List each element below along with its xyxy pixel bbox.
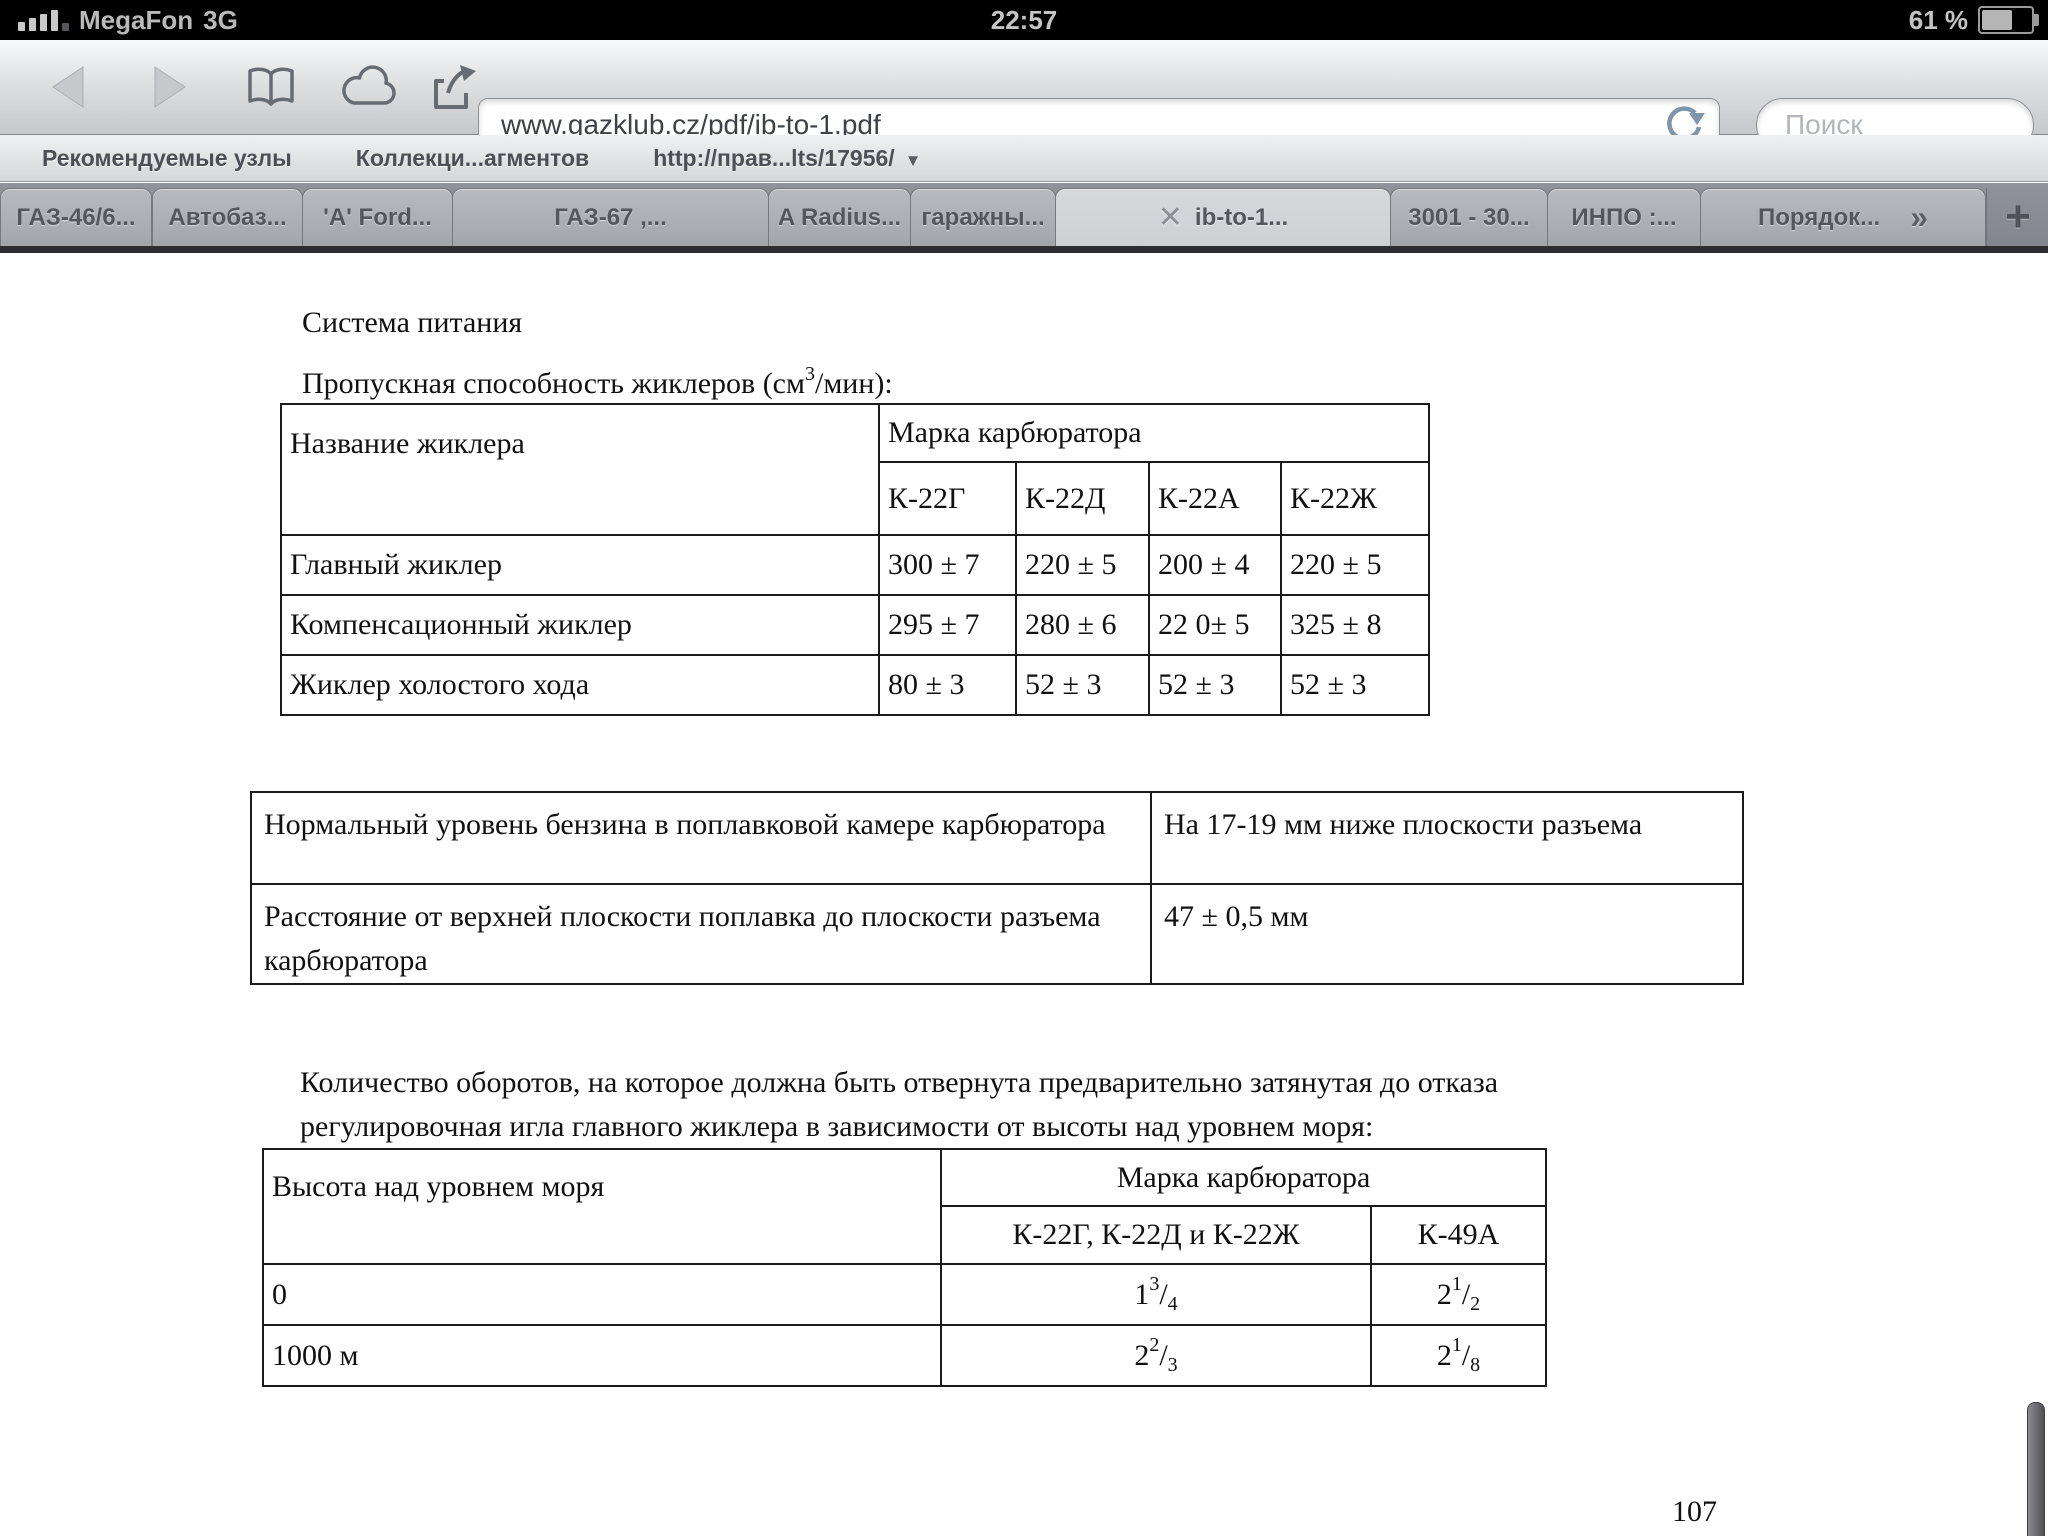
section-heading: Система питания [302,306,523,339]
table3-group-header: Марка карбюратора [941,1149,1546,1206]
forward-icon [145,64,191,110]
plus-icon: + [2005,192,2031,241]
cell: 52 ± 3 [1281,655,1429,715]
status-bar [0,0,2048,40]
cell: 52 ± 3 [1016,655,1149,715]
tab-a-ford[interactable]: 'A' Ford... [302,188,453,246]
table1-col-header: К-22Д [1016,462,1149,535]
tab-ib-to-1-active[interactable]: ✕ ib-to-1... [1055,188,1391,246]
fraction-cell: $1^3/_4$ [941,1264,1371,1325]
altitude-table [262,1148,1547,1387]
cell: 280 ± 6 [1016,595,1149,655]
cell: 295 ± 7 [879,595,1016,655]
table-row [251,792,1743,884]
network-label: 3G [203,4,238,35]
jet-capacity-table [280,403,1430,716]
browser-toolbar [0,40,2048,135]
dropdown-arrow-icon: ▼ [904,150,922,170]
needle-turns-paragraph: Количество оборотов, на которое должна быть отвернута предварительно затянутая до отказа регулировочная игла главного жиклера в зависимости от высоты над уровнем моря: [300,1066,1499,1143]
cell: 80 ± 3 [879,655,1016,715]
cell: 0 [263,1264,941,1325]
open-book-icon [245,64,297,110]
table3-col-header: К-49А [1371,1206,1546,1264]
table3-col1-header: Высота над уровнем моря [263,1149,941,1264]
page-number: 107 [1672,1495,1717,1528]
table1-col-header: К-22Г [879,462,1016,535]
bookmark-item-recommended[interactable]: Рекомендуемые узлы [42,144,292,171]
table3-col-header: К-22Г, К-22Д и К-22Ж [941,1206,1371,1264]
share-icon [430,63,480,111]
fraction-cell: $2^2/_3$ [941,1325,1371,1386]
tab-bar [0,183,2048,246]
status-right [1909,0,2034,40]
table-row [281,655,1429,715]
scrollbar[interactable] [2027,1402,2045,1536]
cell: 325 ± 8 [1281,595,1429,655]
cell: 220 ± 5 [1281,535,1429,595]
table1-col-header: К-22А [1149,462,1281,535]
cell: Компенсационный жиклер [281,595,879,655]
bookmarks-bar [0,135,2048,182]
fuel-level-table [250,791,1744,985]
cloud-icon [340,65,400,109]
tab-garazhny[interactable]: гаражны... [910,188,1056,246]
bookmarks-button[interactable] [236,40,306,134]
table1-group-header: Марка карбюратора [879,404,1429,462]
tab-avtobaz[interactable]: Автобаз... [152,188,303,246]
icloud-tabs-button[interactable] [330,40,410,134]
tab-3001[interactable]: 3001 - 30... [1390,188,1548,246]
back-button[interactable] [30,40,110,134]
cell: Главный жиклер [281,535,879,595]
bookmark-folder-link[interactable]: http://прав...lts/17956/ ▼ [653,144,922,171]
bookmark-item-collection[interactable]: Коллекци...агментов [355,144,590,171]
back-icon [47,64,93,110]
tab-bar-bottom-edge [0,246,2048,253]
carrier-label: MegaFon [79,4,194,35]
clock: 22:57 [990,5,1058,35]
cell: 47 ± 0,5 мм [1151,884,1743,984]
cell: На 17-19 мм ниже плоскости разъема [1151,792,1743,884]
table1-col1-header: Название жиклера [281,404,879,535]
cell: Расстояние от верхней плоскости поплавка до плоскости разъема карбюратора [251,884,1151,984]
cell: 300 ± 7 [879,535,1016,595]
cell: 22 0± 5 [1149,595,1281,655]
fraction-cell: $2^1/_2$ [1371,1264,1546,1325]
table-row [281,595,1429,655]
tab-inpo[interactable]: ИНПО :... [1547,188,1701,246]
table-row [281,535,1429,595]
cell: 1000 м [263,1325,941,1386]
cell: 52 ± 3 [1149,655,1281,715]
tab-close-icon[interactable]: ✕ [1157,200,1183,234]
cell: 220 ± 5 [1016,535,1149,595]
table1-caption: Пропускная способность жиклеров $(см^3/мин)$: [302,363,893,400]
cell: Жиклер холостого хода [281,655,879,715]
table-row [251,884,1743,984]
tab-gaz-46[interactable]: ГАЗ-46/6... [0,188,152,246]
fraction-cell: $2^1/_8$ [1371,1325,1546,1386]
pdf-page [0,253,2048,1536]
cell: Нормальный уровень бензина в поплавковой камере карбюратора [251,792,1151,884]
superscript-3: 3 [804,363,815,385]
table-row [263,1264,1546,1325]
tab-poryadok[interactable]: Порядок... » [1700,188,1986,246]
tab-a-radius[interactable]: A Radius... [768,188,911,246]
cell: 200 ± 4 [1149,535,1281,595]
tab-gaz-67[interactable]: ГАЗ-67 ,... [452,188,769,246]
forward-button[interactable] [128,40,208,134]
new-tab-button[interactable] [1986,188,2048,246]
table1-col-header: К-22Ж [1281,462,1429,535]
battery-icon [1978,6,2034,34]
table-row [263,1325,1546,1386]
tab-overflow-icon[interactable]: » [1910,199,1928,235]
battery-percent-label: 61 % [1908,4,1968,35]
